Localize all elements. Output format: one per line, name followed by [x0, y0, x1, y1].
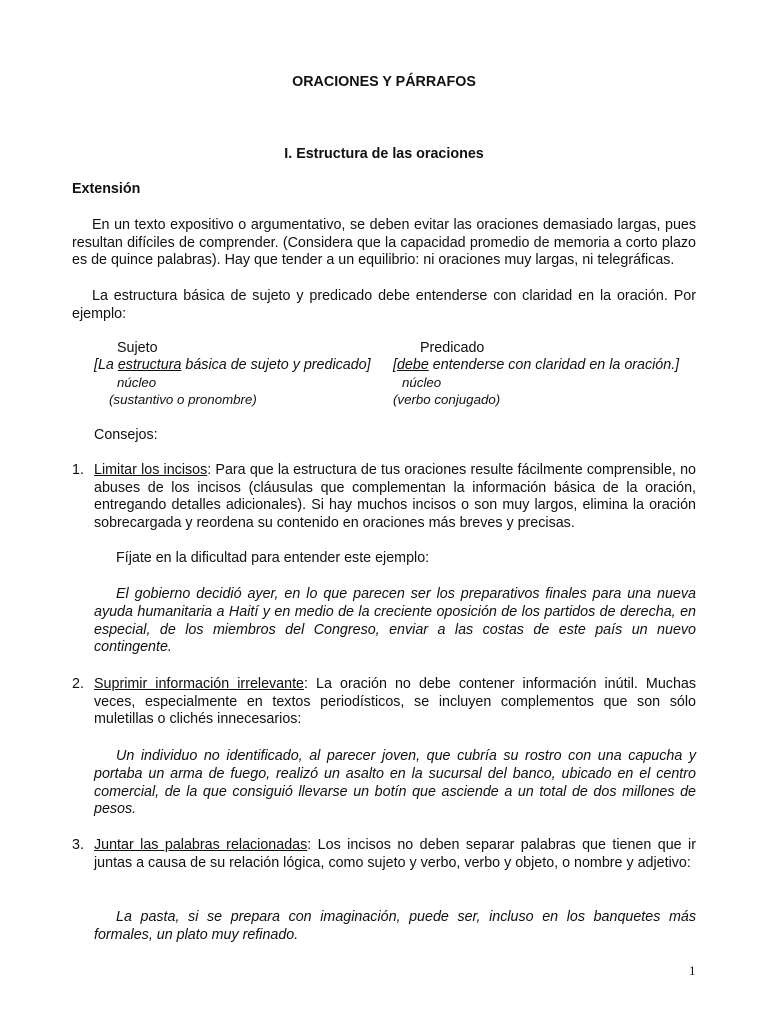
example-subject-label: Sujeto — [117, 340, 158, 356]
advice-number: 1. — [72, 462, 84, 478]
advice-number: 3. — [72, 837, 84, 853]
example-predicate: [debe entenderse con claridad en la oración.] — [393, 357, 680, 373]
subheading-extension: Extensión — [72, 181, 141, 197]
example-quote: Un individuo no identificado, al parecer joven, que cubría su rostro con una capucha y portaba un arma de fuego, realizó un asalto en la sucursal del banco, ubicado en el centro comercial, de la que consiguió llevarse un botín que asciende a un total de dos millones de pesos. — [94, 748, 696, 818]
advice-text: Suprimir información irrelevante: La oración no debe contener información inútil. Muchas veces, especialmente en textos periodísticos, se incluyen complementos que son sólo muletillas o clichés innecesarios: — [94, 676, 696, 728]
advice-text: Limitar los incisos: Para que la estructura de tus oraciones resulte fácilmente comprensible, no abuses de los incisos (cláusulas que complementan la información básica de la oración, entregando detalles adicionales). Si hay muchos incisos o son muy largos, elimina la oración sobrecargada y reordena su contenido en oraciones más breves y precisas. — [94, 462, 696, 531]
example-predicate-nucleus: núcleo — [402, 375, 442, 390]
advice-followup: Fíjate en la dificultad para entender este ejemplo: — [116, 550, 430, 566]
page-number: 1 — [689, 963, 696, 978]
paragraph-1: En un texto expositivo o argumentativo, se deben evitar las oraciones demasiado largas, pues resultan difíciles de comprender. (Considera que la capacidad promedio de memoria a corto plazo es de quince palabras). Hay que tender a un equilibrio: ni oraciones muy largas, ni telegráficas. — [72, 217, 696, 269]
example-subject: [La estructura básica de sujeto y predicado] — [94, 357, 371, 373]
section-heading: I. Estructura de las oraciones — [284, 146, 484, 162]
example-predicate-note: (verbo conjugado) — [393, 392, 501, 407]
advice-label: Consejos: — [94, 427, 158, 443]
example-quote: El gobierno decidió ayer, en lo que parecen ser los preparativos finales para una nueva ayuda humanitaria a Haití y en medio de la creciente oposición de los partidos de derecha, en especial, de los miembros del Congreso, enviar a las costas de este país un nuevo contingente. — [94, 586, 696, 656]
advice-term: Suprimir información irrelevante — [94, 676, 305, 692]
paragraph-2: La estructura básica de sujeto y predicado debe entenderse con claridad en la oración. Por ejemplo: — [72, 288, 696, 322]
advice-number: 2. — [72, 676, 84, 692]
example-quote: La pasta, si se prepara con imaginación, puede ser, incluso en los banquetes más formales, un plato muy refinado. — [94, 909, 696, 943]
advice-text: Juntar las palabras relacionadas: Los incisos no deben separar palabras que tienen que ir juntas a causa de su relación lógica, como sujeto y verbo, verbo y objeto, o nombre y adjetivo: — [94, 837, 696, 871]
example-subject-nucleus: núcleo — [117, 375, 157, 390]
example-subject-note: (sustantivo o pronombre) — [109, 392, 257, 407]
document-title: ORACIONES Y PÁRRAFOS — [292, 74, 476, 90]
example-subject-core: estructura — [117, 357, 182, 373]
example-predicate-core: debe — [396, 357, 429, 373]
example-predicate-label: Predicado — [420, 340, 485, 356]
advice-term: Limitar los incisos — [94, 462, 208, 478]
advice-term: Juntar las palabras relacionadas — [94, 837, 308, 853]
